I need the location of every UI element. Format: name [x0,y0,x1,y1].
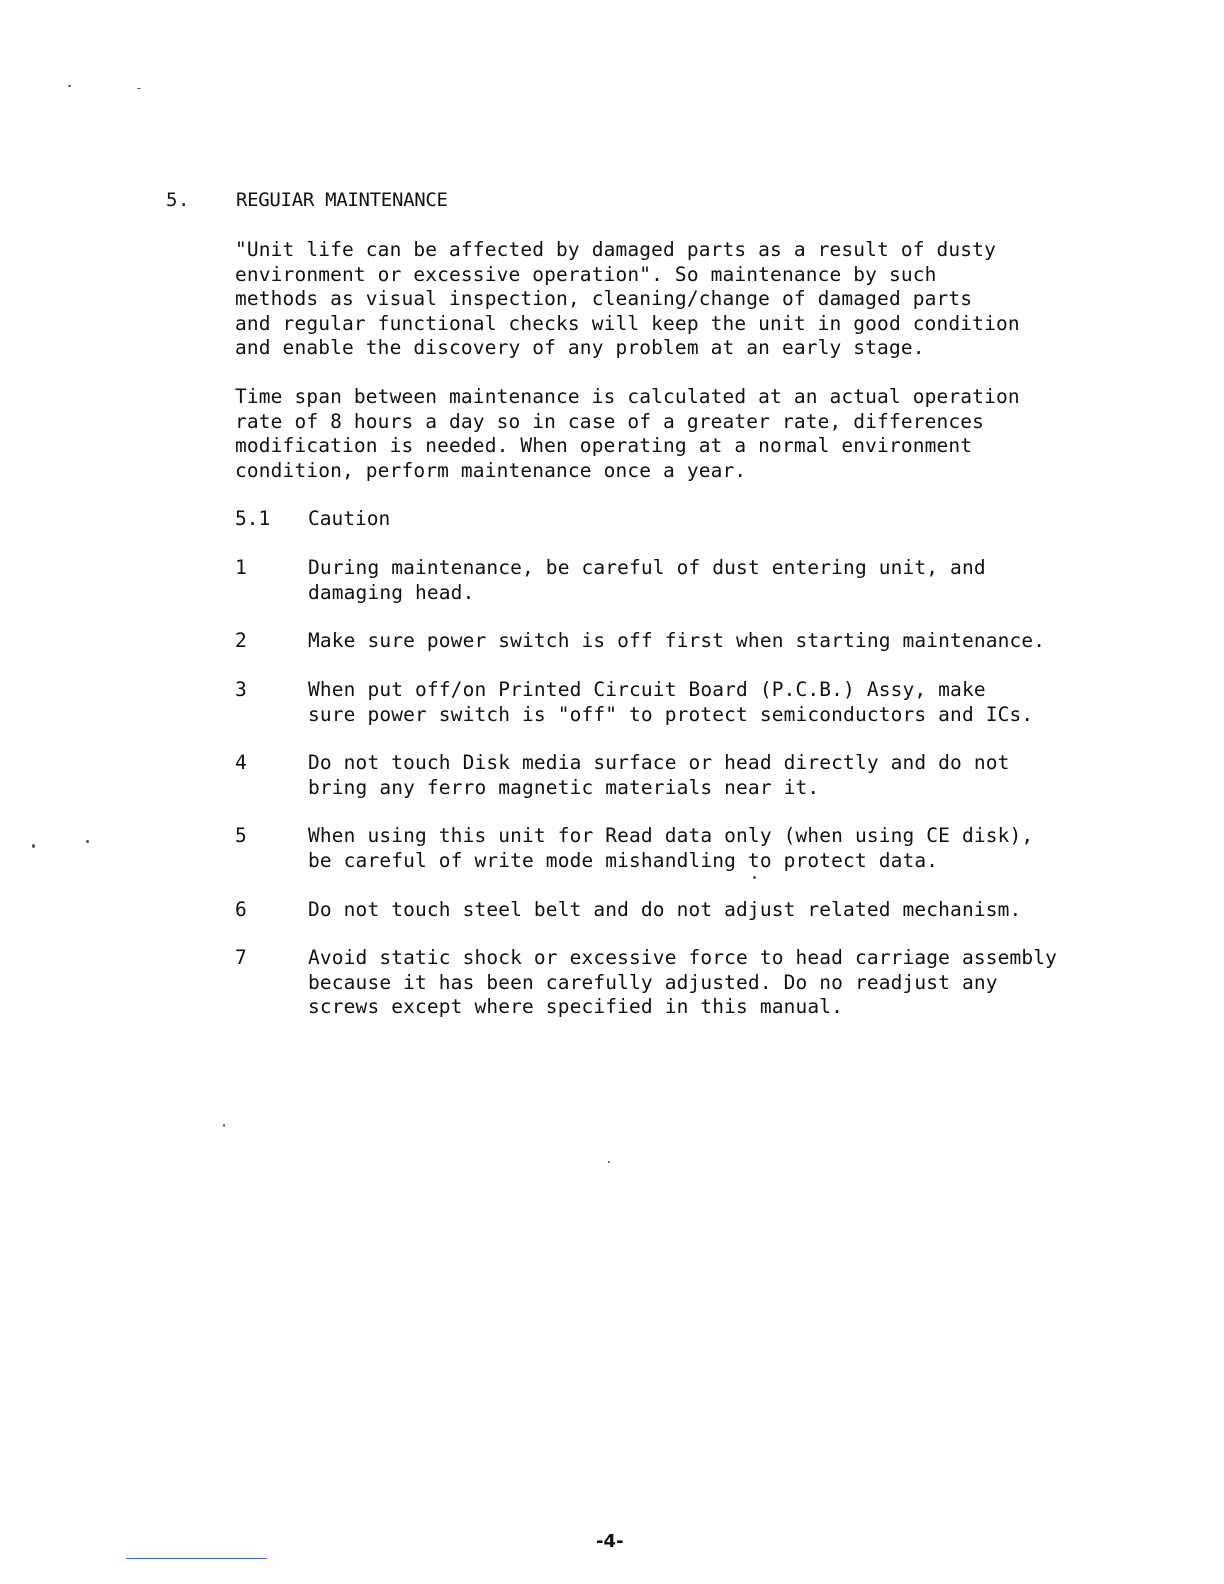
caution-item-text: Do not touch Disk media surface or head directly and do not bring any ferro magnetic materials near it. [308,751,1010,799]
footer-rule [126,1558,267,1559]
scan-speck [753,876,756,879]
section-title: REGUIAR MAINTENANCE [236,189,448,211]
subsection-number: 5.1 [235,507,271,530]
caution-item-number: 7 [235,946,247,969]
caution-item-text: When put off/on Printed Circuit Board (P.C.B.) Assy, make sure power switch is "off" to protect semiconductors and ICs. [308,678,1034,726]
scan-speck [68,85,71,87]
caution-item-number: 2 [235,629,247,652]
section-number: 5. [166,189,190,211]
caution-item-text: Do not touch steel belt and do not adjust related mechanism. [308,898,1022,921]
subsection-title: Caution [308,507,391,530]
intro-paragraph: "Unit life can be affected by damaged parts as a result of dusty environment or excessive operation". So maintenance by such methods as visual inspection, cleaning/change of damaged parts and regular functional checks will keep the unit in good condition and enable the discovery of any problem at an early stage. [235,238,1020,359]
page-number: -4- [596,1531,624,1552]
maintenance-span-paragraph: Time span between maintenance is calculated at an actual operation rate of 8 hours a day so in case of a greater rate, differences modification is needed. When operating at a normal environment condition, perform maintenance once a year. [235,385,1020,482]
caution-item-text: When using this unit for Read data only (when using CE disk), be careful of write mode mishandling to protect data. [308,824,1034,872]
scan-speck [86,840,89,843]
caution-item-text: During maintenance, be careful of dust entering unit, and damaging head. [308,556,986,604]
caution-item-number: 6 [235,898,247,921]
caution-item-text: Make sure power switch is off first when starting maintenance. [308,629,1046,652]
scan-speck [223,1124,225,1127]
caution-item-number: 5 [235,824,247,847]
scan-speck [608,1161,610,1163]
scan-speck [137,88,141,89]
caution-item-text: Avoid static shock or excessive force to head carriage assembly because it has been carefully adjusted. Do no readjust any screws except where specified in this manual. [308,946,1058,1018]
caution-item-number: 3 [235,678,247,701]
caution-item-number: 1 [235,556,247,579]
scan-speck [32,844,35,848]
caution-item-number: 4 [235,751,247,774]
